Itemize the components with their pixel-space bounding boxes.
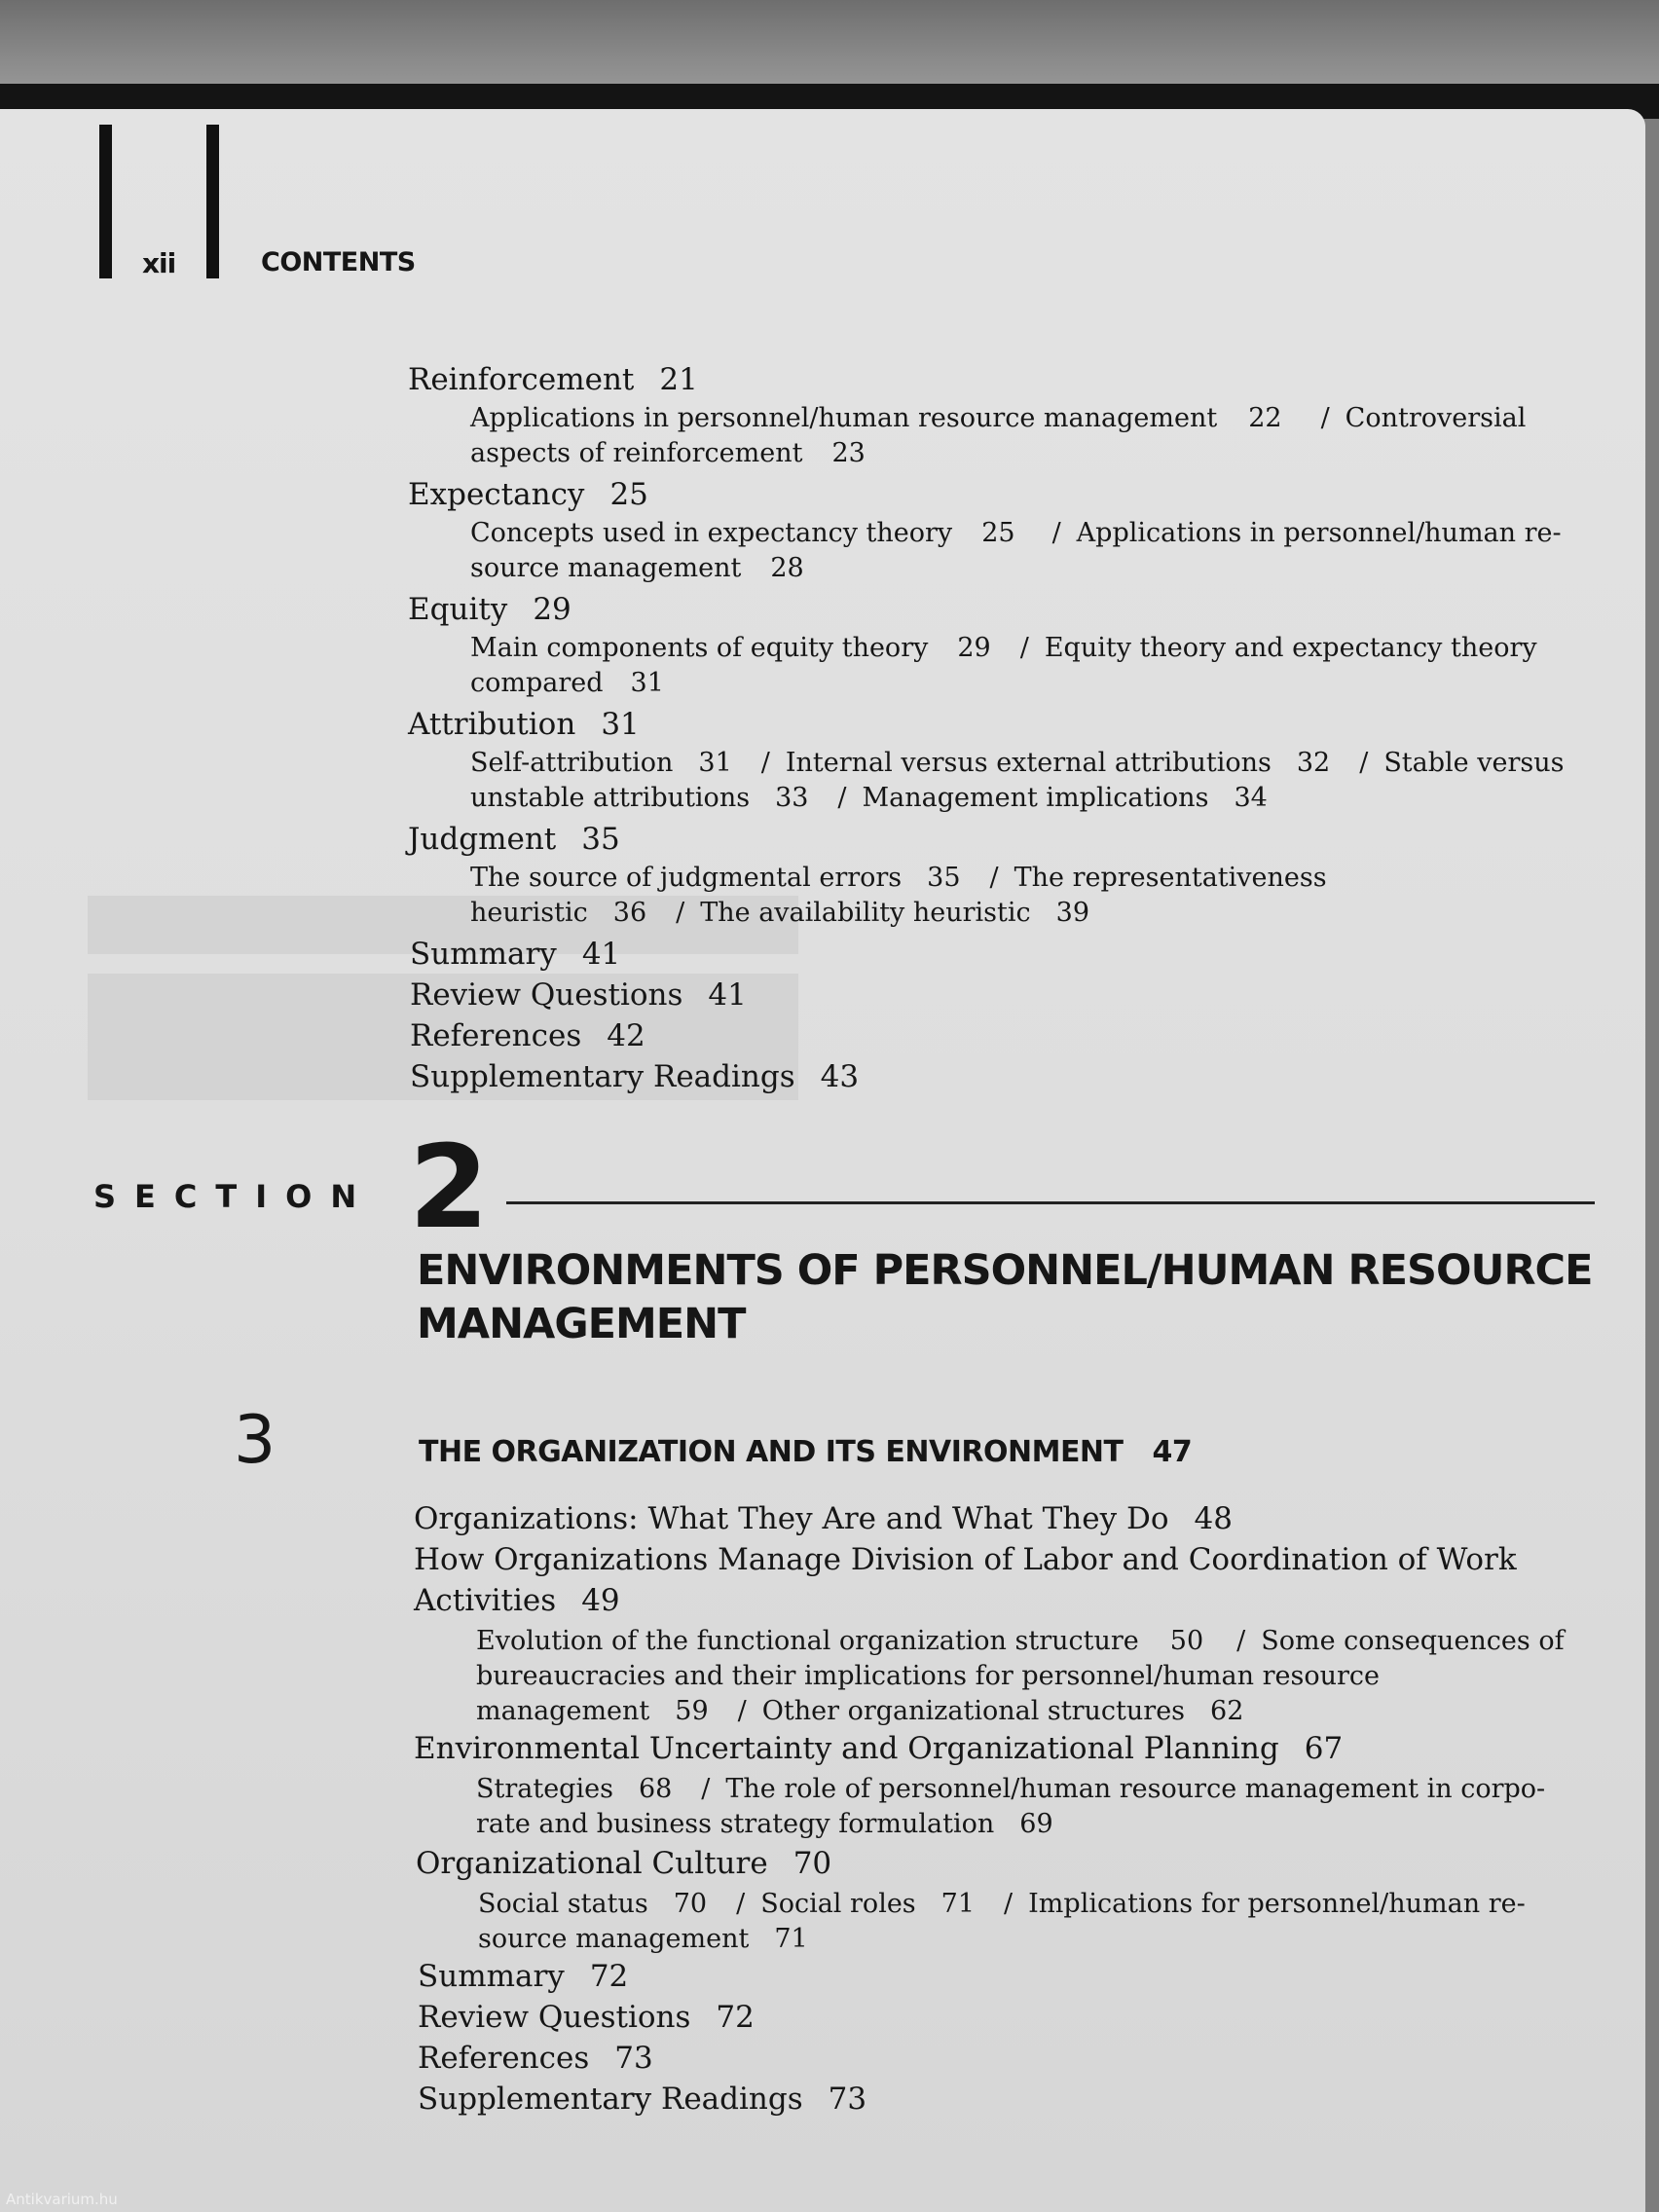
toc-text: management [476,1696,650,1726]
toc-text: / [676,898,685,928]
toc-text: 34 [1234,783,1268,813]
toc-entry [410,937,620,972]
toc-text: Activities [414,1583,557,1618]
toc-text: Supplementary Readings [410,1059,795,1094]
toc-text: 31 [601,707,640,742]
toc-entry [408,707,640,742]
toc-text: Social status [478,1889,648,1919]
toc-entry [418,2082,866,2117]
toc-text: 33 [775,783,809,813]
toc-text: 72 [589,1959,629,1994]
toc-text: Summary [410,937,557,972]
toc-text: Judgment [408,822,557,857]
toc-text: / [737,1696,747,1726]
toc-text: Equity theory and expectancy theory [1044,633,1537,663]
toc-text: 31 [630,668,664,698]
toc-text: 25 [609,477,648,512]
toc-subentry [470,553,804,583]
photo-background [0,0,1659,97]
toc-text: / [837,783,847,813]
toc-text: 72 [716,2000,755,2035]
toc-text: Main components of equity theory [470,633,929,663]
toc-entry [414,1583,620,1618]
toc-text: Expectancy [408,477,585,512]
toc-text: 41 [708,977,747,1013]
toc-text: 21 [659,362,698,397]
margin-bar-left [99,125,112,278]
toc-text: Some consequences of [1261,1626,1565,1656]
toc-text: THE ORGANIZATION AND ITS ENVIRONMENT [419,1435,1124,1469]
toc-text: / [701,1774,711,1804]
toc-entry [416,1846,831,1881]
toc-text: Strategies [476,1774,613,1804]
toc-entry [418,2041,653,2076]
toc-text: 32 [1296,748,1331,778]
toc-text: References [410,1018,582,1053]
toc-text: 23 [831,438,866,468]
toc-text: 70 [793,1846,832,1881]
toc-text: 36 [612,898,647,928]
watermark: Antikvarium.hu [6,2191,118,2208]
toc-text: / [989,863,999,893]
toc-text: Management implications [862,783,1209,813]
toc-text: MANAGEMENT [417,1300,746,1348]
toc-text: / [1359,748,1369,778]
toc-entry [414,1542,1517,1577]
toc-subentry [470,748,1564,778]
toc-text: source management [478,1924,750,1954]
toc-text: 71 [774,1924,808,1954]
toc-text: 42 [607,1018,645,1053]
toc-text: The role of personnel/human resource management in corpo- [725,1774,1546,1804]
toc-text: aspects of reinforcement [470,438,803,468]
toc-text: The availability heuristic [700,898,1031,928]
toc-entry [414,1501,1233,1536]
toc-entry [408,477,648,512]
toc-subentry [470,438,866,468]
toc-text: How Organizations Manage Division of Labor and Coordination of Work [414,1542,1517,1577]
toc-entry [410,1059,859,1094]
toc-text: 73 [828,2082,867,2117]
toc-text: / [736,1889,746,1919]
toc-text: Reinforcement [408,362,635,397]
toc-text: Controversial [1345,403,1527,433]
toc-text: rate and business strategy formulation [476,1809,995,1839]
toc-text: / [1320,403,1330,433]
page-number: xii [142,247,176,279]
toc-text: ENVIRONMENTS OF PERSONNEL/HUMAN RESOURCE [417,1246,1593,1295]
toc-text: The representativeness [1014,863,1327,893]
toc-text: The source of judgmental errors [470,863,903,893]
toc-text: 43 [820,1059,860,1094]
toc-text: References [418,2041,590,2076]
toc-text: Applications in personnel/human resource management [470,403,1218,433]
toc-subentry [476,1809,1053,1839]
toc-text: 25 [981,518,1015,548]
toc-text: bureaucracies and their implications for personnel/human resource [476,1661,1380,1691]
toc-text: 69 [1019,1809,1053,1839]
toc-text: heuristic [470,898,588,928]
toc-subentry [470,898,1089,928]
toc-subentry [470,783,1268,813]
toc-subentry [476,1661,1380,1691]
toc-text: 39 [1055,898,1090,928]
toc-text: / [1004,1889,1014,1919]
section-rule [506,1201,1595,1204]
toc-text: 41 [581,937,621,972]
toc-subentry [478,1889,1526,1919]
toc-entry [408,592,571,627]
section-title [417,1244,1624,1351]
toc-text: 59 [675,1696,709,1726]
toc-subentry [470,403,1526,433]
toc-text: source management [470,553,742,583]
chapter-title [419,1435,1192,1469]
toc-text: / [1236,1626,1246,1656]
toc-text: 71 [940,1889,976,1919]
toc-text: Evolution of the functional organization structure [476,1626,1139,1656]
toc-text: 47 [1152,1435,1193,1469]
toc-text: Review Questions [418,2000,691,2035]
toc-text: Summary [418,1959,565,1994]
toc-text: 35 [581,822,620,857]
toc-text: 29 [957,633,991,663]
toc-text: Other organizational structures [761,1696,1186,1726]
toc-subentry [476,1626,1565,1656]
toc-text: 73 [614,2041,653,2076]
toc-text: 48 [1194,1501,1233,1536]
toc-text: Equity [408,592,508,627]
toc-text: Organizations: What They Are and What They Do [414,1501,1169,1536]
toc-text: 31 [698,748,732,778]
toc-subentry [476,1696,1243,1726]
toc-entry [408,362,698,397]
toc-text: Supplementary Readings [418,2082,803,2117]
toc-text: 35 [927,863,961,893]
margin-bar-right [206,125,219,278]
toc-subentry [478,1924,808,1954]
toc-text: 67 [1304,1731,1344,1766]
toc-text: Attribution [408,707,576,742]
toc-entry [410,977,747,1013]
toc-text: / [1051,518,1061,548]
toc-subentry [476,1774,1545,1804]
toc-text: 22 [1248,403,1282,433]
toc-text: 28 [770,553,804,583]
section-number: 2 [409,1120,486,1254]
toc-text: Internal versus external attributions [785,748,1272,778]
chapter-number: 3 [234,1402,276,1479]
toc-text: 62 [1210,1696,1244,1726]
toc-text: Review Questions [410,977,683,1013]
toc-text: Environmental Uncertainty and Organizational Planning [414,1731,1279,1766]
section-label: SECTION [93,1178,376,1215]
toc-text: Self-attribution [470,748,674,778]
toc-text: compared [470,668,604,698]
toc-text: Concepts used in expectancy theory [470,518,953,548]
toc-text: Organizational Culture [416,1846,768,1881]
toc-text: 50 [1169,1626,1204,1656]
toc-text: 70 [673,1889,708,1919]
toc-text: Implications for personnel/human re- [1028,1889,1526,1919]
toc-text: Applications in personnel/human re- [1076,518,1562,548]
toc-text: 29 [533,592,571,627]
toc-subentry [470,518,1562,548]
toc-text: Stable versus [1383,748,1565,778]
toc-subentry [470,668,664,698]
toc-text: 49 [581,1583,620,1618]
running-head: CONTENTS [261,247,416,277]
toc-subentry [470,633,1537,663]
toc-text: unstable attributions [470,783,751,813]
toc-text: / [760,748,770,778]
toc-subentry [470,863,1327,893]
toc-text: Social roles [760,1889,916,1919]
toc-text: / [1019,633,1029,663]
toc-entry [408,822,620,857]
toc-entry [418,2000,755,2035]
toc-entry [418,1959,628,1994]
toc-entry [410,1018,645,1053]
toc-text: 68 [638,1774,673,1804]
toc-entry [414,1731,1343,1766]
